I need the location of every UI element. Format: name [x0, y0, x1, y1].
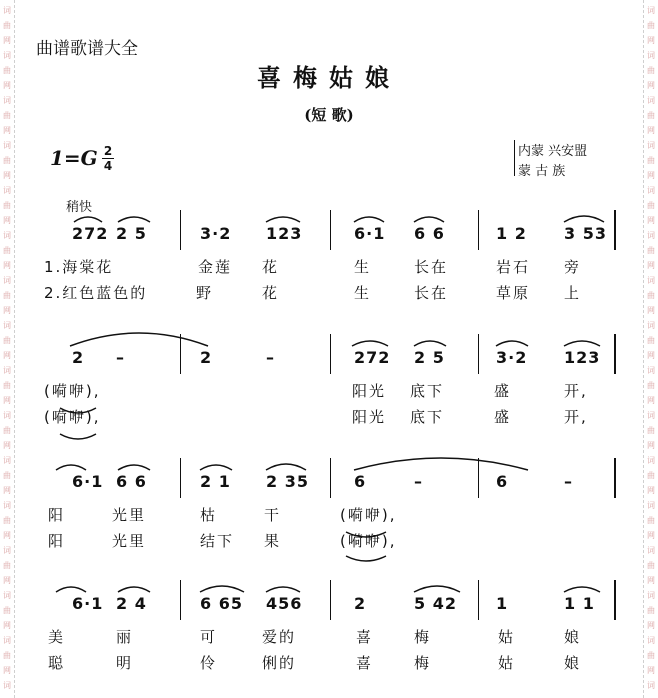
note-group: 6	[496, 472, 509, 491]
lyric-verse-1: 花	[262, 258, 280, 276]
lyric-verse-2: 草原	[496, 284, 531, 302]
note-group: 2 5	[116, 224, 147, 243]
watermark-glyph: 曲	[647, 66, 655, 75]
lyric-verse-2: 长在	[414, 284, 449, 302]
slur-arc	[564, 341, 600, 346]
lyric-verse-2: 姑	[498, 654, 516, 672]
lyric-verse-2: 喜	[356, 654, 374, 672]
attribution-region: 内蒙 兴安盟	[518, 144, 588, 159]
watermark-glyph: 词	[3, 186, 11, 195]
slur-arc	[352, 341, 388, 346]
time-signature-top: 2	[103, 144, 113, 158]
watermark-glyph: 词	[3, 96, 11, 105]
note-group: 272	[354, 348, 391, 367]
note-group: 6 6	[414, 224, 445, 243]
note-group: 6·1	[72, 472, 104, 491]
watermark-glyph: 曲	[647, 561, 655, 570]
watermark-glyph: 网	[3, 621, 11, 630]
watermark-glyph: 网	[3, 261, 11, 270]
lyric-verse-1: 丽	[116, 628, 134, 646]
note-group: 3 53	[564, 224, 607, 243]
note-group: 456	[266, 594, 303, 613]
watermark-glyph: 词	[3, 6, 11, 15]
watermark-glyph: 曲	[3, 21, 11, 30]
watermark-glyph: 词	[647, 96, 655, 105]
watermark-glyph: 曲	[647, 426, 655, 435]
watermark-glyph: 网	[647, 486, 655, 495]
watermark-glyph: 词	[647, 51, 655, 60]
slur-arc	[70, 333, 208, 346]
lyric-verse-1: 美	[48, 628, 66, 646]
lyric-verse-2: 娘	[564, 654, 582, 672]
lyric-verse-2: 梅	[414, 654, 432, 672]
watermark-glyph: 曲	[3, 111, 11, 120]
watermark-glyph: 词	[647, 411, 655, 420]
watermark-glyph: 曲	[3, 336, 11, 345]
slur-arc	[118, 465, 150, 470]
watermark-glyph: 曲	[3, 471, 11, 480]
watermark-glyph: 曲	[3, 381, 11, 390]
note-group: 1	[496, 594, 509, 613]
note-group: 6·1	[354, 224, 386, 243]
note-group: 2	[200, 348, 213, 367]
note-group: 2 5	[414, 348, 445, 367]
watermark-glyph: 网	[3, 396, 11, 405]
lyric-verse-2: 俐的	[262, 654, 297, 672]
slur-arc	[60, 408, 96, 413]
watermark-glyph: 网	[647, 441, 655, 450]
lyric-verse-1: 生	[354, 258, 372, 276]
lyric-verse-2: 阳	[48, 532, 66, 550]
watermark-glyph: 曲	[647, 246, 655, 255]
watermark-glyph: 词	[3, 276, 11, 285]
watermark-glyph: 网	[647, 261, 655, 270]
note-group: 3·2	[200, 224, 232, 243]
key-signature: 1=G	[50, 146, 98, 170]
song-subtitle: (短 歌)	[304, 106, 354, 124]
watermark-glyph: 曲	[3, 246, 11, 255]
slur-arc	[414, 341, 446, 346]
watermark-glyph: 曲	[647, 156, 655, 165]
watermark-glyph: 曲	[3, 516, 11, 525]
note-group: 1 1	[564, 594, 595, 613]
watermark-glyph: 曲	[3, 606, 11, 615]
slur-arc	[564, 587, 600, 592]
watermark-glyph: 网	[647, 576, 655, 585]
watermark-glyph: 词	[647, 366, 655, 375]
lyric-verse-2: 明	[116, 654, 134, 672]
lyric-verse-2: 果	[264, 532, 282, 550]
watermark-glyph: 网	[647, 621, 655, 630]
lyric-verse-1: 枯	[200, 506, 218, 524]
lyric-verse-2: 野	[196, 284, 214, 302]
lyric-verse-1: (嗬咿),	[44, 382, 101, 400]
watermark-glyph: 网	[3, 216, 11, 225]
watermark-glyph: 词	[647, 186, 655, 195]
lyric-verse-2: 开,	[564, 408, 588, 426]
note-group: 6 6	[116, 472, 147, 491]
watermark-glyph: 曲	[647, 21, 655, 30]
lyric-verse-1: 长在	[414, 258, 449, 276]
slur-arc	[564, 216, 604, 222]
watermark-glyph: 曲	[3, 156, 11, 165]
watermark-glyph: 曲	[3, 426, 11, 435]
slur-arc	[74, 217, 102, 222]
watermark-glyph: 网	[647, 666, 655, 675]
watermark-glyph: 网	[647, 396, 655, 405]
watermark-glyph: 曲	[647, 606, 655, 615]
note-group: 6·1	[72, 594, 104, 613]
watermark-glyph: 网	[647, 531, 655, 540]
note-group: –	[266, 348, 275, 367]
lyric-verse-2: 上	[564, 284, 582, 302]
lyric-verse-2: 花	[262, 284, 280, 302]
watermark-glyph: 词	[647, 681, 655, 690]
watermark-glyph: 网	[3, 81, 11, 90]
slur-arc	[266, 587, 300, 592]
slur-arc	[60, 434, 96, 439]
watermark-glyph: 曲	[647, 516, 655, 525]
slur-arc	[414, 217, 444, 222]
watermark-glyph: 曲	[3, 291, 11, 300]
song-title: 喜梅姑娘	[257, 63, 401, 92]
watermark-glyph: 网	[3, 576, 11, 585]
lyric-verse-1: 干	[264, 506, 282, 524]
watermark-glyph: 词	[3, 411, 11, 420]
lyric-verse-1: 梅	[414, 628, 432, 646]
watermark-glyph: 网	[3, 441, 11, 450]
watermark-glyph: 曲	[647, 651, 655, 660]
note-group: 6	[354, 472, 367, 491]
watermark-glyph: 词	[647, 636, 655, 645]
note-group: 2	[72, 348, 85, 367]
lyric-verse-1: 岩石	[496, 258, 531, 276]
watermark-glyph: 词	[3, 456, 11, 465]
watermark-glyph: 词	[3, 501, 11, 510]
watermark-glyph: 词	[3, 51, 11, 60]
watermark-glyph: 曲	[3, 651, 11, 660]
lyric-verse-1: 开,	[564, 382, 588, 400]
lyric-verse-2: 底下	[410, 408, 445, 426]
tempo-marking: 稍快	[66, 200, 93, 215]
slur-arc	[414, 586, 460, 592]
watermark-glyph: 网	[647, 216, 655, 225]
lyric-verse-2: 盛	[494, 408, 512, 426]
lyric-verse-2: 伶	[200, 654, 218, 672]
watermark-glyph: 网	[3, 36, 11, 45]
watermark-glyph: 词	[3, 546, 11, 555]
lyric-verse-2: 生	[354, 284, 372, 302]
lyric-verse-1: 阳光	[352, 382, 387, 400]
lyric-verse-1: 阳	[48, 506, 66, 524]
watermark-glyph: 网	[3, 531, 11, 540]
note-group: 123	[564, 348, 601, 367]
watermark-glyph: 曲	[647, 336, 655, 345]
watermark-glyph: 网	[647, 36, 655, 45]
watermark-glyph: 词	[3, 681, 11, 690]
slur-arc	[496, 341, 528, 346]
slur-arc	[266, 217, 300, 222]
slur-arc	[118, 217, 150, 222]
lyric-verse-2: 阳光	[352, 408, 387, 426]
lyric-verse-2: 聪	[48, 654, 66, 672]
watermark-glyph: 曲	[647, 111, 655, 120]
lyric-verse-1: 爱的	[262, 628, 297, 646]
note-group: 2 4	[116, 594, 147, 613]
watermark-glyph: 曲	[647, 201, 655, 210]
watermark-glyph: 词	[3, 366, 11, 375]
watermark-glyph: 词	[3, 591, 11, 600]
time-signature-bottom: 4	[103, 159, 113, 173]
watermark-glyph: 网	[647, 306, 655, 315]
note-group: 272	[72, 224, 109, 243]
lyric-verse-1: (嗬咿),	[340, 506, 397, 524]
watermark-glyph: 词	[3, 321, 11, 330]
watermark-glyph: 词	[647, 591, 655, 600]
watermark-glyph: 曲	[3, 561, 11, 570]
watermark-glyph: 网	[3, 171, 11, 180]
slur-arc	[200, 465, 232, 470]
watermark-glyph: 网	[3, 126, 11, 135]
slur-arc	[118, 587, 150, 592]
watermark-glyph: 曲	[647, 471, 655, 480]
note-group: –	[116, 348, 125, 367]
watermark-glyph: 词	[3, 636, 11, 645]
site-label: 曲谱歌谱大全	[36, 39, 138, 59]
lyric-verse-1: 金莲	[198, 258, 233, 276]
note-group: 123	[266, 224, 303, 243]
watermark-glyph: 词	[647, 141, 655, 150]
lyric-verse-1: 喜	[356, 628, 374, 646]
watermark-glyph: 曲	[3, 201, 11, 210]
lyric-verse-2: (嗬咿),	[340, 532, 397, 550]
slur-arc	[266, 464, 306, 470]
note-group: 1 2	[496, 224, 527, 243]
note-group: 2 35	[266, 472, 309, 491]
slur-arc	[200, 586, 244, 592]
watermark-glyph: 网	[3, 666, 11, 675]
slur-arc	[346, 532, 386, 537]
watermark-glyph: 曲	[647, 291, 655, 300]
note-group: 5 42	[414, 594, 457, 613]
watermark-glyph: 词	[3, 231, 11, 240]
lyric-verse-2: 结下	[200, 532, 235, 550]
lyric-verse-2: 2.红色蓝色的	[44, 284, 148, 302]
slur-arc	[354, 217, 384, 222]
note-group: –	[414, 472, 423, 491]
watermark-glyph: 网	[3, 486, 11, 495]
note-group: 3·2	[496, 348, 528, 367]
watermark-glyph: 词	[647, 276, 655, 285]
watermark-glyph: 网	[3, 306, 11, 315]
note-group: 2	[354, 594, 367, 613]
lyric-verse-2: 光里	[112, 532, 147, 550]
watermark-glyph: 词	[647, 546, 655, 555]
watermark-glyph: 词	[647, 456, 655, 465]
watermark-glyph: 曲	[3, 66, 11, 75]
lyric-verse-1: 盛	[494, 382, 512, 400]
watermark-glyph: 曲	[647, 381, 655, 390]
watermark-glyph: 网	[647, 351, 655, 360]
watermark-glyph: 词	[647, 231, 655, 240]
watermark-glyph: 词	[647, 501, 655, 510]
lyric-verse-1: 旁	[564, 258, 582, 276]
attribution-ethnicity: 蒙 古 族	[518, 164, 566, 179]
watermark-glyph: 网	[647, 81, 655, 90]
lyric-verse-1: 姑	[498, 628, 516, 646]
slur-arc	[346, 556, 386, 561]
lyric-verse-1: 娘	[564, 628, 582, 646]
slur-arc	[56, 465, 86, 470]
watermark-glyph: 网	[647, 171, 655, 180]
lyric-verse-1: 可	[200, 628, 218, 646]
note-group: 6 65	[200, 594, 243, 613]
slur-arc	[56, 587, 86, 592]
watermark-glyph: 网	[647, 126, 655, 135]
watermark-glyph: 词	[3, 141, 11, 150]
lyric-verse-1: 1.海棠花	[44, 258, 114, 276]
lyric-verse-1: 光里	[112, 506, 147, 524]
note-group: 2 1	[200, 472, 231, 491]
lyric-verse-1: 底下	[410, 382, 445, 400]
watermark-glyph: 词	[647, 321, 655, 330]
watermark-glyph: 词	[647, 6, 655, 15]
slur-arc	[354, 458, 528, 470]
watermark-glyph: 网	[3, 351, 11, 360]
note-group: –	[564, 472, 573, 491]
lyric-verse-2: (嗬咿),	[44, 408, 101, 426]
